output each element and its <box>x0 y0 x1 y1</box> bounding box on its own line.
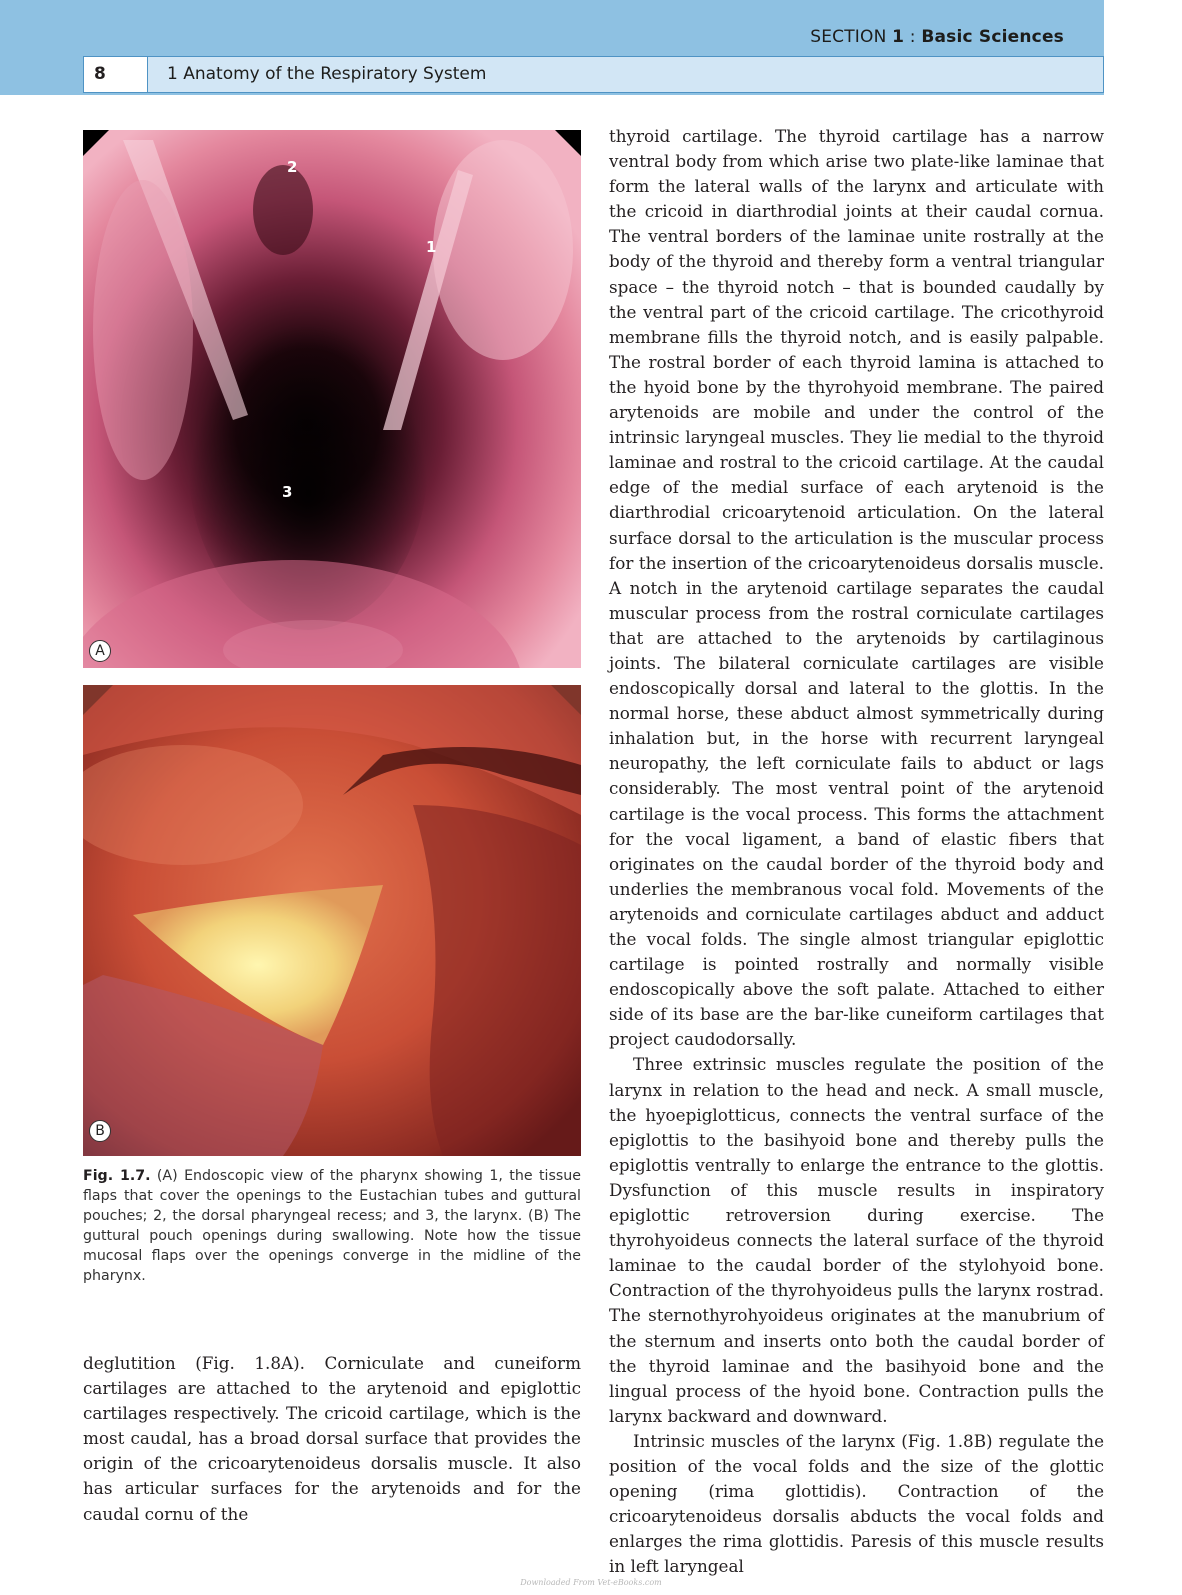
guttural-pouch-image <box>83 685 581 1156</box>
page-number: 8 <box>84 57 148 92</box>
caption-label: Fig. 1.7. <box>83 1168 151 1184</box>
left-column <box>83 1351 581 1527</box>
figure-panel-b <box>83 685 581 1156</box>
caption-text: (A) Endoscopic view of the pharynx showing 1, the tissue flaps that cover the openings to the Eustachian tubes and guttural pouches; 2, the dorsal pharyngeal recess; and 3, the larynx. (B) The guttural pouch openings during swallowing. Note how the tissue mucosal flaps over the openings converge in the midline of the pharynx. <box>83 1168 581 1284</box>
panel-a-label-1: 1 <box>426 238 437 256</box>
section-label <box>810 27 1064 47</box>
chapter-title: 1 Anatomy of the Respiratory System <box>167 64 487 84</box>
body-paragraph: Three extrinsic muscles regulate the position of the larynx in relation to the head and neck. A small muscle, the hyoepiglotticus, connects the ventral surface of the epiglottis to the basihyoid bone and thereby pulls the epiglottis ventrally to enlarge the entrance to the glottis. Dysfunction of this muscle results in inspiratory epiglottic retroversion during exercise. The thyrohyoideus connects the lateral surface of the thyroid laminae to the caudal border of the stylohyoid bone. Contraction of the thyrohyoideus pulls the larynx rostrad. The sternothyrohyoideus originates at the manubrium of the sternum and inserts onto both the caudal border of the thyroid laminae and the basihyoid bone and the lingual process of the hyoid bone. Contraction pulls the larynx backward and downward. <box>609 1054 1104 1426</box>
running-head <box>83 56 1104 93</box>
panel-a-label-3: 3 <box>282 483 293 501</box>
section-prefix: SECTION <box>810 27 887 47</box>
section-separator: : <box>909 27 916 47</box>
section-name: Basic Sciences <box>921 27 1064 47</box>
footer-watermark: Downloaded From Vet-eBooks.com <box>520 1578 662 1587</box>
section-number: 1 <box>892 27 905 47</box>
body-paragraph: Intrinsic muscles of the larynx (Fig. 1.8B) regulate the position of the vocal folds and the size of the glottic opening (rima glottidis). Contraction of the cricoarytenoideus dorsalis abducts the vocal folds and enlarges the rima glottidis. Paresis of this muscle results in left laryngeal <box>609 1430 1104 1577</box>
endoscopic-pharynx-image <box>83 130 581 668</box>
body-paragraph: deglutition (Fig. 1.8A). Corniculate and cuneiform cartilages are attached to the arytenoid and epiglottic cartilages respectively. The cricoid cartilage, which is the most caudal, has a broad dorsal surface that provides the origin of the cricoarytenoideus dorsalis muscle. It also has articular surfaces for the arytenoids and for the caudal cornu of the <box>83 1353 581 1524</box>
right-column <box>609 124 1104 1579</box>
figure-caption <box>83 1166 581 1286</box>
panel-b-letter: B <box>89 1120 111 1142</box>
body-paragraph: thyroid cartilage. The thyroid cartilage has a narrow ventral body from which arise two plate-like laminae that form the lateral walls of the larynx and articulate with the cricoid in diarthrodial joints at their caudal cornua. The ventral borders of the laminae unite rostrally at the body of the thyroid and thereby form a ventral triangular space – the thyroid notch – that is bounded caudally by the ventral part of the cricoid cartilage. The cricothyroid membrane fills the thyroid notch, and is easily palpable. The rostral border of each thyroid lamina is attached to the hyoid bone by the thyrohyoid membrane. The paired arytenoids are mobile and under the control of the intrinsic laryngeal muscles. They lie medial to the thyroid laminae and rostral to the cricoid cartilage. At the caudal edge of the medial surface of each arytenoid is the diarthrodial cricoarytenoid articulation. On the lateral surface dorsal to the articulation is the muscular process for the insertion of the cricoarytenoideus dorsalis muscle. A notch in the arytenoid cartilage separates the caudal muscular process from the rostral corniculate cartilages that are attached to the arytenoids by cartilaginous joints. The bilateral corniculate cartilages are visible endoscopically dorsal and lateral to the glottis. In the normal horse, these abduct almost symmetrically during inhalation but, in the horse with recurrent laryngeal neuropathy, the left corniculate fails to abduct or lags considerably. The most ventral point of the arytenoid cartilage is the vocal process. This forms the attachment for the vocal ligament, a band of elastic fibers that originates on the caudal border of the thyroid body and underlies the membranous vocal fold. Movements of the arytenoids and corniculate cartilages abduct and adduct the vocal folds. The single almost triangular epiglottic cartilage is pointed rostrally and normally visible endoscopically above the soft palate. Attached to either side of its base are the bar-like cuneiform cartilages that project caudodorsally. <box>609 126 1104 1050</box>
figure-panel-a <box>83 130 581 668</box>
panel-a-label-2: 2 <box>287 158 298 176</box>
panel-a-letter: A <box>89 640 111 662</box>
